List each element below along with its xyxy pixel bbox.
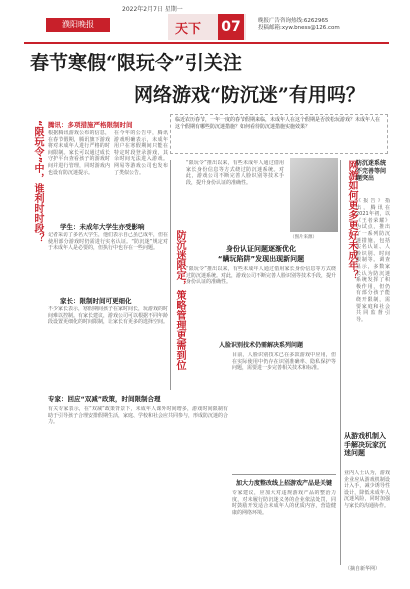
headline-line2: 网络游戏“防沉迷”有用吗？: [134, 84, 365, 106]
left-col-3: 记者采访了多名大学生，他们表示自己虽已成年，但在使用部分游戏时仍需进行实名认证。“防沉迷”规定对于未成年人是必要的，但执行中也存在一些问题。: [48, 232, 168, 252]
middle-subhead: 人脸识别技术仍需解决系列问题: [218, 342, 303, 349]
bottom-divider: [232, 474, 336, 475]
middle-intro-col: “限玩令”推出以来，有些未成年人通过借用家长身份信息等方式绕过防沉迷系统。对此，游戏公司不断完善人脸识别等技术手段，提升身份认证的准确性。: [186, 160, 284, 186]
right-head: 防沉迷系统不完善等问题突出: [356, 160, 387, 182]
left-vertical-title: “限玩令”中，谁利时时段？: [32, 120, 43, 244]
left-col-1: 根据腾讯游戏公布的信息，在春节假期，腾讯旗下游戏将对未成年人进行严格的时间限制。家长可以通过成长守护平台查看孩子的游戏时间并进行管理，同时游戏内也设有防沉迷提示。: [48, 130, 110, 176]
source-credit: （摘自新华网）: [345, 566, 381, 572]
left-col-5: 有关专家表示，在“双减”政策背景下，未成年人课外时间增多，游戏时间限制有助于引导孩子合理安排假期生活，家庭、学校和社会应共同参与，形成防沉迷的合力。: [48, 406, 228, 426]
left-col-2: 在今年的公告中，腾讯游戏明确表示，未成年用户在寒假期间只能在特定时段登录游戏，其余时间无法进入游戏。网易等游戏公司也发布了类似公告。: [114, 130, 168, 176]
column-divider-right: [340, 160, 341, 565]
left-subhead-3: 家长：限制时间可更细化: [60, 297, 132, 305]
left-subhead-4: 专家：回应“双减”政策，时间限制合理: [48, 395, 161, 403]
left-subhead-2: 学生：未成年大学生亦受影响: [60, 223, 145, 231]
middle-vertical-title: 防沉迷限定，策略管理更需到位: [174, 230, 185, 370]
lead-box: 临近农历春节，一年一度的春节假期来临，未成年人在这个假期是否放松玩游戏？未成年人在这个假期有哪些防沉迷措施？如何看待防沉迷措施实施效果？: [170, 114, 388, 154]
bottom-title: 加大力度整改线上招游戏产品是关键: [235, 480, 332, 487]
photo-caption: （图片来源）: [290, 235, 317, 240]
middle-title-1: 身份认证问题逐渐优化: [226, 245, 296, 253]
right-col-2: 业内人士认为，游戏企业应从游戏机制设计入手，减少诱导性设计，降低未成年人沉迷风险，同时加强与家长的沟通协作。: [344, 470, 390, 509]
left-col-4: 不少家长表示，寒假期间孩子在家时间长，玩游戏的时间难以控制。有家长建议，游戏公司可以根据不同年龄段设置更细化的时间限制，让家长有更多的选择空间。: [48, 306, 168, 326]
right-vertical-title: 网游如何更多更好未成年？: [346, 160, 357, 280]
news-photo: [290, 158, 338, 232]
middle-title-2: “瞒玩陷阱”发现出现新问题: [217, 255, 305, 263]
newspaper-logo: 濮阳晚报: [46, 18, 110, 32]
section-title: 天下: [175, 22, 202, 37]
bottom-col: 专家建议，应加大对违规游戏产品的整治力度，对未履行防沉迷义务的企业依法处罚，同时鼓励开发适合未成年人的优质内容，营造健康的网络环境。: [232, 490, 336, 516]
right-subhead: 从游戏机制入手解决玩家沉迷问题: [344, 432, 386, 457]
page-number: 07: [218, 14, 244, 40]
headline-line1: 春节寒假“限玩令”引关注: [30, 52, 242, 74]
dateline: 2022年2月7日 星期一: [122, 6, 183, 13]
contact-info: 晚报广告咨询热线:6262965 投稿邮箱:xyw.bness@126.com: [258, 18, 340, 31]
left-subhead-1: 腾讯：多项措施严格限制时间: [48, 121, 133, 129]
masthead-rule: [24, 42, 389, 44]
column-divider-left: [170, 160, 171, 390]
right-col-1: 《报告》指出，腾讯在2021年初，以《王者荣耀》为试点，推出了一系列防沉迷措施，包括实名认证、人脸识别、时间限制等。调查显示，多数家长认为防沉迷系统发挥了积极作用，但仍有部分孩子能绕开限制，需要家庭和社会共同监督引导。: [356, 198, 390, 323]
middle-col-2: 目前，人脸识别技术已在多款游戏中应用，但在实际使用中仍存在识别准确率、隐私保护等问题，需要进一步完善相关技术和标准。: [232, 352, 336, 372]
middle-col-1: “限玩令”推出以来，有些未成年人通过借用家长身份信息等方式绕过防沉迷系统。对此，游戏公司不断完善人脸识别等技术手段，提升身份认证的准确性。: [186, 266, 336, 286]
